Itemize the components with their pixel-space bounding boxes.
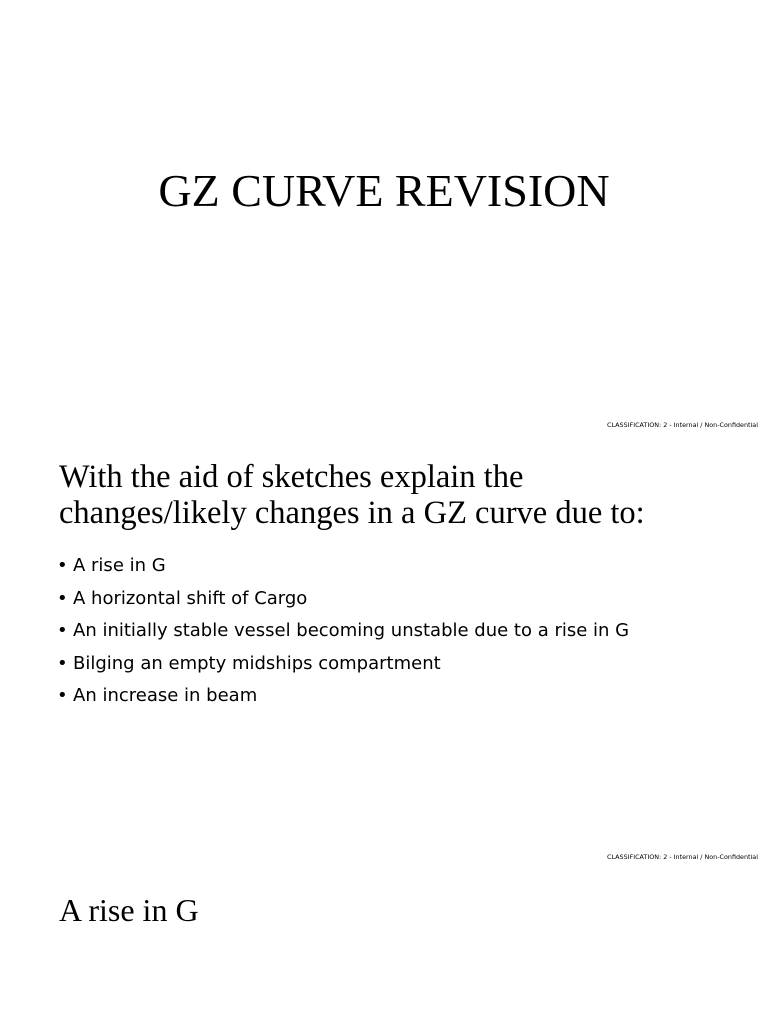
list-item: [57, 680, 629, 713]
bullet-list: [57, 550, 629, 713]
bullet-icon: •: [57, 685, 68, 706]
bullet-icon: •: [57, 587, 68, 609]
list-item: [57, 648, 629, 681]
slide-title: GZ CURVE REVISION: [158, 165, 610, 216]
section-heading: A rise in G: [59, 892, 199, 928]
list-item-text: A rise in G: [73, 555, 166, 576]
question-heading: [59, 459, 759, 531]
classification-label: CLASSIFICATION: 2 - Internal / Non-Confidential: [606, 421, 758, 429]
question-heading-line: changes/likely changes in a GZ curve due to:: [59, 495, 645, 531]
list-item-text: An increase in beam: [73, 685, 258, 706]
bullet-icon: •: [57, 555, 68, 576]
list-item: [57, 615, 629, 648]
list-item-text: A horizontal shift of Cargo: [73, 587, 308, 609]
bullet-icon: •: [57, 620, 68, 641]
classification-label: CLASSIFICATION: 2 - Internal / Non-Confidential: [606, 853, 758, 861]
list-item-text: An initially stable vessel becoming unstable due to a rise in G: [73, 620, 630, 641]
list-item: [57, 583, 629, 616]
list-item: [57, 550, 629, 583]
bullet-icon: •: [57, 652, 68, 674]
list-item-text: Bilging an empty midships compartment: [73, 652, 441, 674]
question-heading-line: With the aid of sketches explain the: [59, 459, 524, 495]
